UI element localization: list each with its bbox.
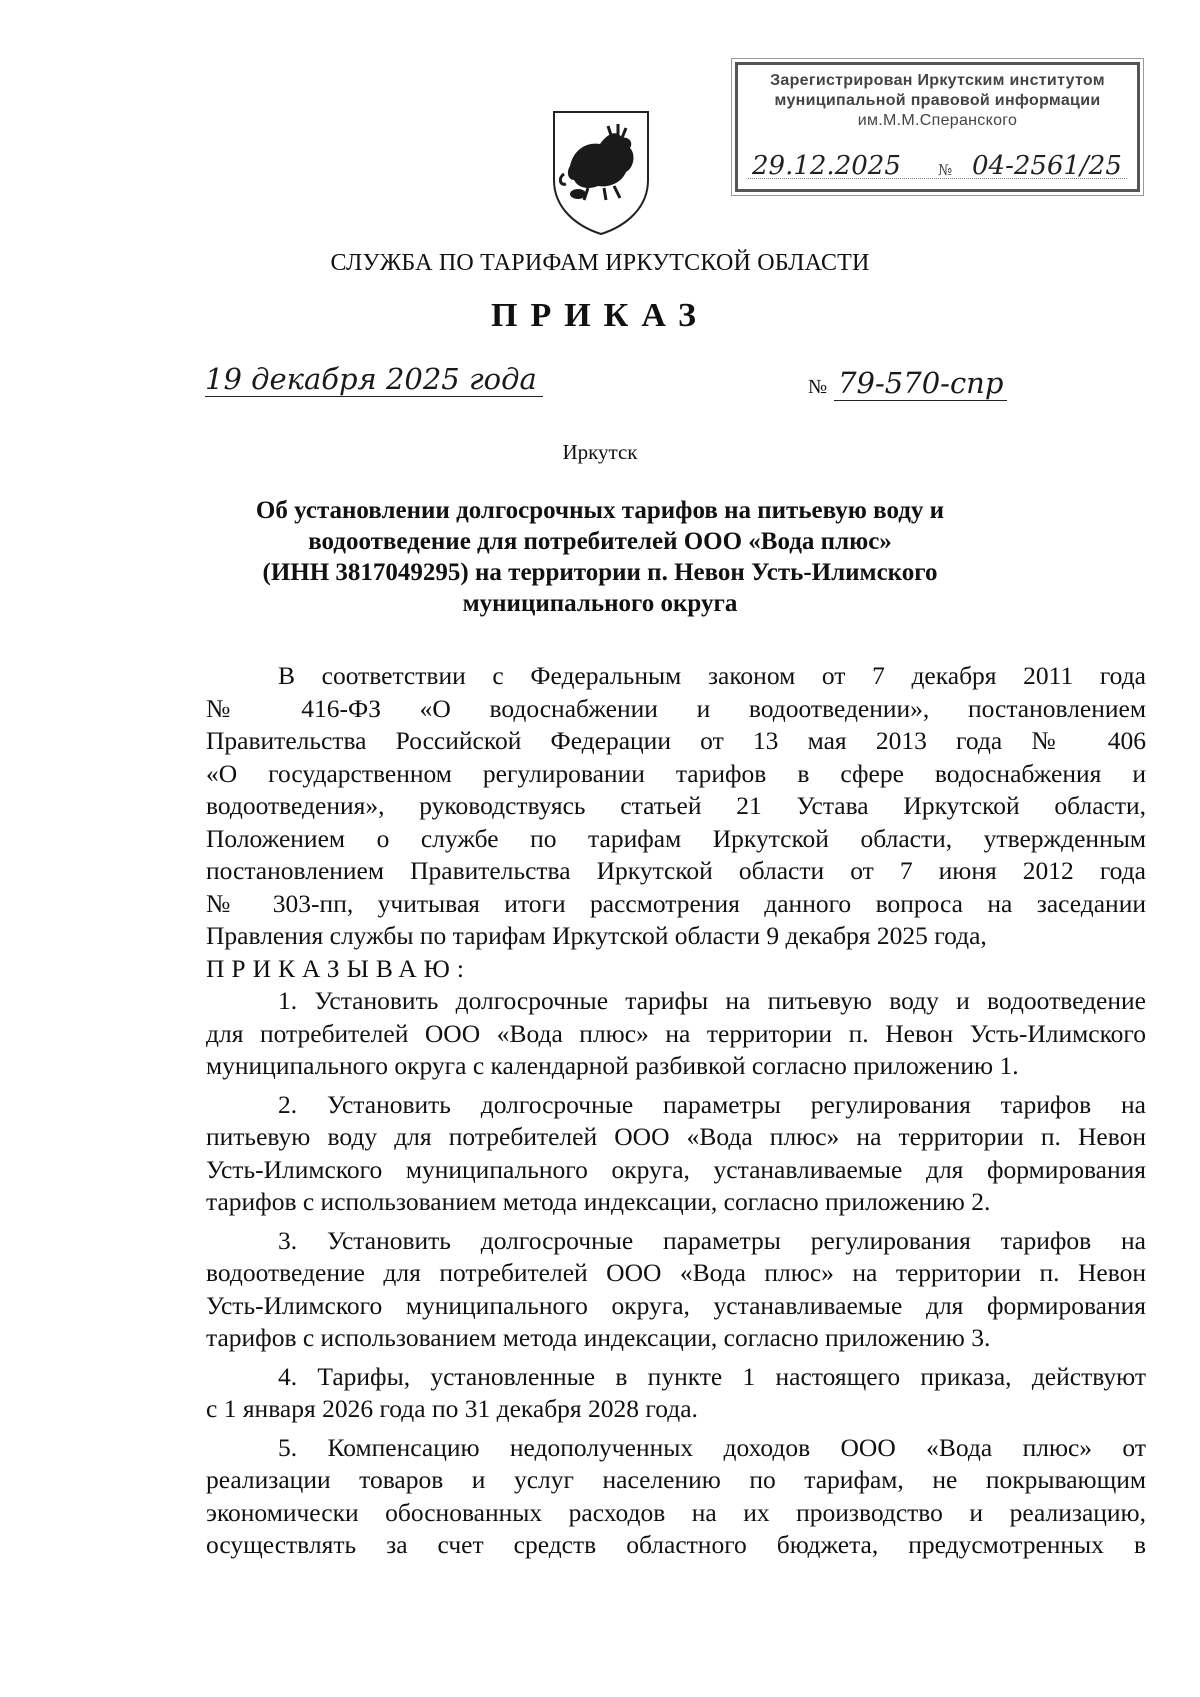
- item-line: реализации товаров и услуг населению по тарифам, не покрывающим: [206, 1465, 1146, 1494]
- item-line: Усть-Илимского муниципального округа, устанавливаемые для формирования: [206, 1290, 1146, 1320]
- order-word-paragraph: [206, 953, 1146, 986]
- title-line: водоотведение для потребителей ООО «Вода плюс»: [308, 528, 892, 555]
- preamble-line: Правления службы по тарифам Иркутской области 9 декабря 2025 года,: [206, 921, 987, 950]
- order-item-5: [206, 1432, 1146, 1562]
- order-item-4: [206, 1361, 1146, 1426]
- order-item-1: [206, 985, 1146, 1083]
- item-line: 3. Установить долгосрочные параметры регулирования тарифов на: [278, 1225, 1146, 1255]
- stamp-registration-date: 29.12.2025: [752, 151, 901, 181]
- item-line: 4. Тарифы, установленные в пункте 1 настоящего приказа, действуют: [278, 1361, 1146, 1391]
- title-line: муниципального округа: [462, 590, 738, 617]
- city: Иркутск: [562, 440, 638, 464]
- preamble-line: постановлением Правительства Иркутской области от 7 июня 2012 года: [206, 856, 1146, 885]
- item-line: для потребителей ООО «Вода плюс» на территории п. Невон Усть-Илимского: [206, 1018, 1146, 1048]
- document-title: [210, 495, 990, 619]
- document-type: ПРИКАЗ: [491, 297, 709, 334]
- order-item-2: [206, 1089, 1146, 1219]
- stamp-registration-row: [742, 151, 1133, 181]
- order-number: 79-570-спр: [834, 366, 1007, 401]
- order-number-block: [808, 366, 1007, 400]
- preamble-line: водоотведения», руководствуясь статьей 21 Устава Иркутской области,: [206, 791, 1146, 820]
- item-line: осуществлять за счет средств областного бюджета, предусмотренных в: [206, 1530, 1146, 1559]
- preamble-line: № 416-ФЗ «О водоснабжении и водоотведении», постановлением: [206, 693, 1146, 723]
- item-line: муниципального округа с календарной разбивкой согласно приложению 1.: [206, 1051, 1019, 1080]
- item-line: тарифов с использованием метода индексации, согласно приложению 3.: [206, 1323, 991, 1352]
- document-body: [206, 660, 1146, 1562]
- item-line: водоотведение для потребителей ООО «Вода плюс» на территории п. Невон: [206, 1258, 1146, 1287]
- preamble-line: № 303-пп, учитывая итоги рассмотрения данного вопроса на заседании: [206, 888, 1146, 918]
- stamp-number-sign: №: [938, 161, 953, 179]
- stamp-line-3: им.М.М.Сперанского: [857, 112, 1018, 129]
- preamble-line: «О государственном регулировании тарифов в сфере водоснабжения и: [206, 758, 1146, 788]
- order-date: 19 декабря 2025 года: [205, 362, 543, 397]
- item-line: 2. Установить долгосрочные параметры регулирования тарифов на: [278, 1089, 1146, 1119]
- preamble-line: В соответствии с Федеральным законом от 7 декабря 2011 года: [278, 661, 1146, 690]
- order-item-3: [206, 1225, 1146, 1355]
- order-word: ПРИКАЗЫВАЮ:: [206, 953, 471, 983]
- title-line: Об установлении долгосрочных тарифов на питьевую воду и: [255, 497, 945, 524]
- stamp-registration-number: 04-2561/25: [972, 151, 1122, 181]
- item-line: Усть-Илимского муниципального округа, устанавливаемые для формирования: [206, 1154, 1146, 1184]
- item-line: экономически обоснованных расходов на их производство и реализацию,: [206, 1497, 1146, 1527]
- agency-name: СЛУЖБА ПО ТАРИФАМ ИРКУТСКОЙ ОБЛАСТИ: [330, 250, 870, 276]
- coat-of-arms-icon: [548, 108, 654, 236]
- item-line: тарифов с использованием метода индексации, согласно приложению 2.: [206, 1187, 991, 1216]
- preamble-paragraph: [206, 660, 1146, 953]
- item-line: 1. Установить долгосрочные тарифы на питьевую воду и водоотведение: [278, 986, 1146, 1015]
- preamble-line: Положением о службе по тарифам Иркутской области, утвержденным: [206, 823, 1146, 853]
- stamp-line-2: муниципальной правовой информации: [774, 92, 1101, 109]
- title-line: (ИНН 3817049295) на территории п. Невон Усть-Илимского: [262, 559, 938, 586]
- item-line: питьевую воду для потребителей ООО «Вода плюс» на территории п. Невон: [206, 1122, 1146, 1151]
- preamble-line: Правительства Российской Федерации от 13 мая 2013 года № 406: [206, 726, 1146, 755]
- registration-stamp: [735, 62, 1140, 192]
- order-number-sign: №: [808, 376, 828, 398]
- item-line: с 1 января 2026 года по 31 декабря 2028 года.: [206, 1394, 698, 1423]
- item-line: 5. Компенсацию недополученных доходов ООО «Вода плюс» от: [278, 1432, 1146, 1462]
- stamp-line-1: Зарегистрирован Иркутским институтом: [770, 72, 1105, 89]
